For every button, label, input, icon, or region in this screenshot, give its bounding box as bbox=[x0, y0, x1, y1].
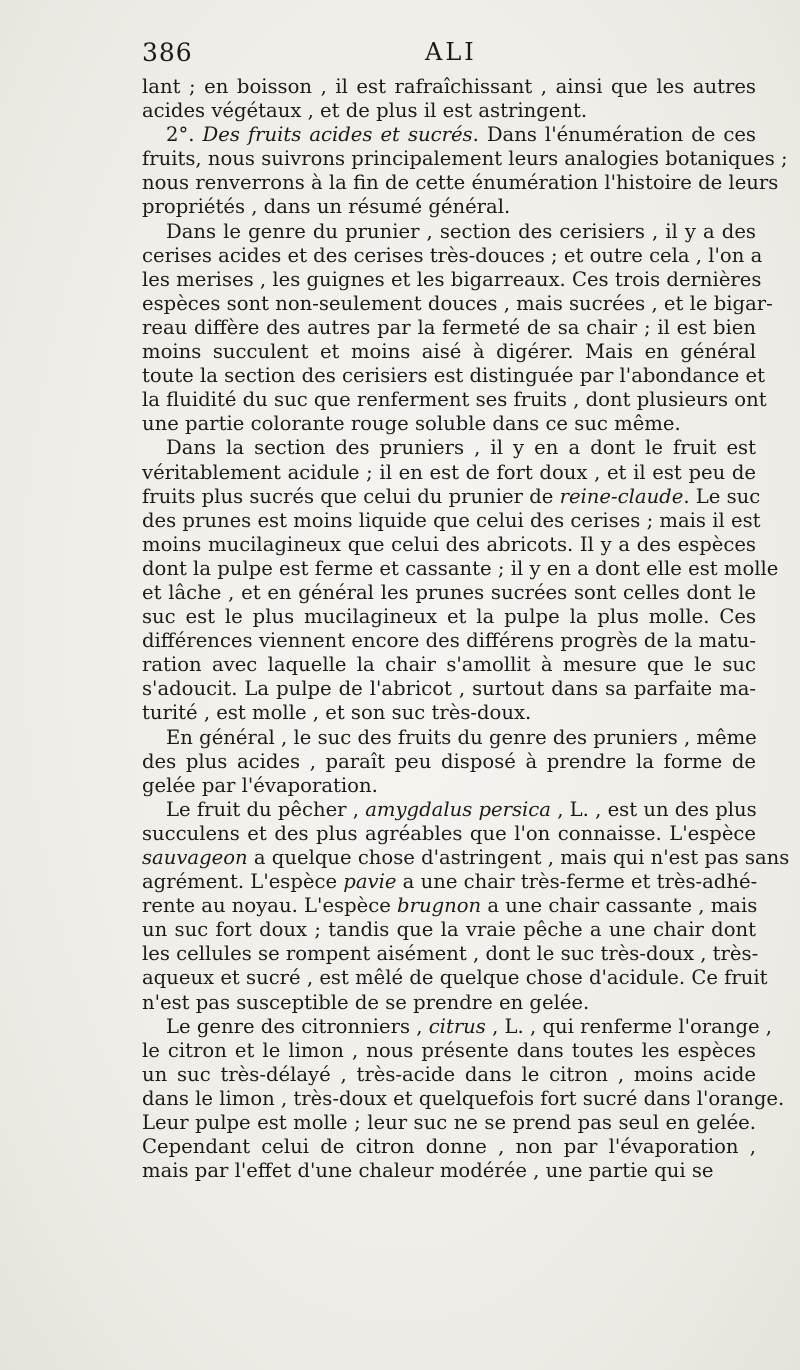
text-line: En général , le suc des fruits du genre des pruniers , même bbox=[166, 725, 757, 749]
text-line: gelée par l'évaporation. bbox=[142, 773, 378, 797]
text-line: succulens et des plus agréables que l'on connaisse. L'espèce bbox=[142, 821, 756, 845]
running-head: ALI bbox=[425, 38, 477, 66]
text-line: Cependant celui de citron donne , non par l'évaporation , bbox=[142, 1135, 756, 1159]
text-line: turité , est molle , et son suc très-doux. bbox=[142, 701, 532, 725]
text-line: moins mucilagineux que celui des abricots. Il y a des espèces bbox=[142, 532, 756, 556]
text-line: Dans le genre du prunier , section des cerisiers , il y a des bbox=[166, 219, 756, 243]
text-line: moins succulent et moins aisé à digérer. Mais en général bbox=[142, 340, 756, 364]
page-number: 386 bbox=[142, 38, 193, 67]
text-line: rente au noyau. L'espèce brugnon a une chair cassante , mais bbox=[142, 894, 758, 918]
text-line: acides végétaux , et de plus il est astringent. bbox=[142, 99, 588, 123]
text-line: agrément. L'espèce pavie a une chair très-ferme et très-adhé- bbox=[142, 870, 758, 894]
text-line: dans le limon , très-doux et quelquefois fort sucré dans l'orange. bbox=[142, 1086, 785, 1110]
text-line: toute la section des cerisiers est distinguée par l'abondance et bbox=[142, 364, 765, 388]
text-line: un suc très-délayé , très-acide dans le citron , moins acide bbox=[142, 1062, 756, 1086]
text-line: fruits plus sucrés que celui du prunier de reine-claude. Le suc bbox=[142, 484, 761, 508]
text-line: des plus acides , paraît peu disposé à prendre la forme de bbox=[142, 749, 756, 773]
text-line: véritablement acidule ; il en est de fort doux , et il est peu de bbox=[142, 460, 756, 484]
text-line: sauvageon a quelque chose d'astringent , mais qui n'est pas sans bbox=[142, 846, 790, 869]
text-line: mais par l'effet d'une chaleur modérée , une partie qui se bbox=[142, 1159, 714, 1183]
paragraph bbox=[142, 1014, 785, 1184]
text-line: Le fruit du pêcher , amygdalus persica , L. , est un des plus bbox=[166, 797, 757, 821]
paragraph bbox=[142, 219, 773, 437]
page-header bbox=[142, 38, 758, 72]
text-line: n'est pas susceptible de se prendre en gelée. bbox=[142, 990, 590, 1014]
text-line: suc est le plus mucilagineux et la pulpe la plus molle. Ces bbox=[142, 605, 756, 629]
text-line: Dans la section des pruniers , il y en a dont le fruit est bbox=[166, 436, 756, 460]
paragraph bbox=[142, 123, 788, 219]
text-line: et lâche , et en général les prunes sucrées sont celles dont le bbox=[142, 580, 756, 604]
paragraph bbox=[142, 436, 779, 725]
paragraph bbox=[142, 726, 756, 798]
text-line: un suc fort doux ; tandis que la vraie pêche a une chair dont bbox=[142, 918, 756, 942]
text-line: propriétés , dans un résumé général. bbox=[142, 195, 511, 219]
text-line: fruits, nous suivrons principalement leurs analogies botaniques ; bbox=[142, 147, 788, 171]
text-line: une partie colorante rouge soluble dans ce suc même. bbox=[142, 412, 681, 436]
text-line: des prunes est moins liquide que celui des cerises ; mais il est bbox=[142, 508, 761, 532]
text-line: les cellules se rompent aisément , dont le suc très-doux , très- bbox=[142, 942, 759, 966]
paragraph bbox=[142, 797, 790, 1015]
text-line: nous renverrons à la fin de cette énumération l'histoire de leurs bbox=[142, 171, 779, 195]
text-line: Le genre des citronniers , citrus , L. , qui renferme l'orange , bbox=[166, 1014, 773, 1038]
body-text bbox=[142, 75, 790, 1183]
text-line: les merises , les guignes et les bigarreaux. Ces trois dernières bbox=[142, 267, 762, 291]
text-line: Leur pulpe est molle ; leur suc ne se prend pas seul en gelée. bbox=[142, 1111, 756, 1135]
text-line: dont la pulpe est ferme et cassante ; il y en a dont elle est molle bbox=[142, 556, 779, 580]
text-line: 2°. Des fruits acides et sucrés. Dans l'énumération de ces bbox=[166, 123, 756, 147]
text-line: cerises acides et des cerises très-douces ; et outre cela , l'on a bbox=[142, 243, 763, 267]
paragraph bbox=[142, 75, 756, 123]
text-line: lant ; en boisson , il est rafraîchissant , ainsi que les autres bbox=[142, 75, 756, 98]
text-line: aqueux et sucré , est mêlé de quelque chose d'acidule. Ce fruit bbox=[142, 966, 768, 990]
text-line: ration avec laquelle la chair s'amollit à mesure que le suc bbox=[142, 653, 756, 677]
text-line: espèces sont non-seulement douces , mais sucrées , et le bigar- bbox=[142, 291, 773, 315]
text-line: reau diffère des autres par la fermeté de sa chair ; il est bien bbox=[142, 315, 756, 339]
text-line: différences viennent encore des différens progrès de la matu- bbox=[142, 629, 756, 653]
text-line: s'adoucit. La pulpe de l'abricot , surtout dans sa parfaite ma- bbox=[142, 677, 756, 701]
text-line: le citron et le limon , nous présente dans toutes les espèces bbox=[142, 1038, 756, 1062]
text-line: la fluidité du suc que renferment ses fruits , dont plusieurs ont bbox=[142, 388, 767, 412]
